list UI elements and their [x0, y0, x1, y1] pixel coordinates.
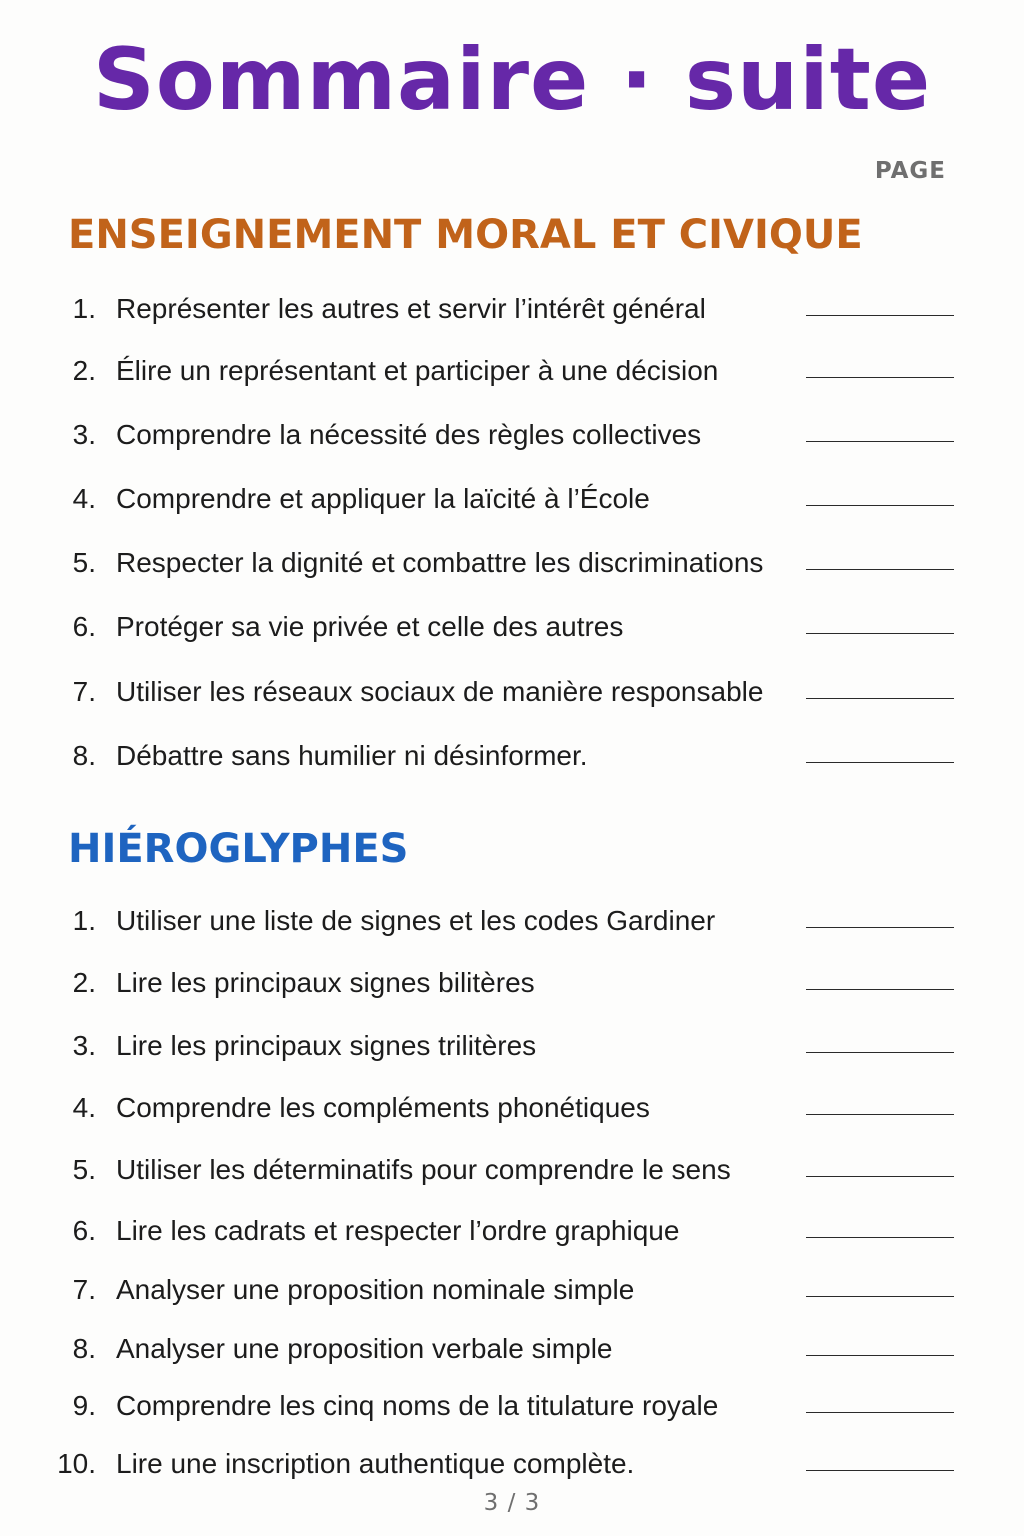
page-number-blank-line [806, 989, 954, 990]
toc-item-label: Comprendre les cinq noms de la titulature royale [116, 1390, 719, 1421]
toc-item-number: 3. [72, 419, 96, 450]
toc-item-label: Lire les principaux signes trilitères [116, 1030, 537, 1061]
toc-item [0, 1150, 1024, 1190]
toc-item-label: Respecter la dignité et combattre les discriminations [116, 547, 764, 578]
page-number-blank-line [806, 1176, 954, 1177]
toc-item-number: 2. [72, 355, 96, 386]
toc-item [0, 479, 1024, 519]
toc-item [0, 1444, 1024, 1484]
toc-item [0, 1329, 1024, 1369]
page-number-blank-line [806, 1412, 954, 1413]
toc-item-number: 8. [72, 740, 96, 771]
toc-item-label: Comprendre la nécessité des règles collectives [116, 419, 702, 450]
toc-item-number: 3. [72, 1030, 96, 1061]
toc-item [0, 672, 1024, 712]
page-number-blank-line [806, 1296, 954, 1297]
toc-item-label: Lire les cadrats et respecter l’ordre graphique [116, 1215, 680, 1246]
toc-item [0, 289, 1024, 329]
page-number-blank-line [806, 1237, 954, 1238]
page-number-blank-line [806, 633, 954, 634]
toc-item [0, 963, 1024, 1003]
toc-item-number: 6. [72, 1215, 96, 1246]
section-title-hieroglyphes: HIÉROGLYPHES [68, 826, 409, 872]
page-indicator: 3 / 3 [483, 1490, 541, 1516]
toc-item [0, 415, 1024, 455]
toc-item-number: 6. [72, 611, 96, 642]
toc-item-label: Lire une inscription authentique complète. [116, 1448, 635, 1479]
toc-item-label: Utiliser les réseaux sociaux de manière responsable [116, 676, 764, 707]
toc-item-number: 2. [72, 967, 96, 998]
toc-item [0, 1211, 1024, 1251]
toc-item-number: 1. [72, 293, 96, 324]
toc-item-label: Utiliser les déterminatifs pour comprendre le sens [116, 1154, 731, 1185]
toc-item [0, 901, 1024, 941]
toc-item-label: Comprendre et appliquer la laïcité à l’École [116, 483, 650, 514]
page-title: Sommaire · suite [92, 30, 932, 130]
toc-item-label: Élire un représentant et participer à une décision [116, 355, 719, 386]
toc-item-label: Analyser une proposition nominale simple [116, 1274, 635, 1305]
page-number-blank-line [806, 762, 954, 763]
toc-item-number: 9. [72, 1390, 96, 1421]
toc-item-number: 5. [72, 547, 96, 578]
toc-item-number: 7. [72, 676, 96, 707]
toc-item-label: Utiliser une liste de signes et les codes Gardiner [116, 905, 716, 936]
toc-item-label: Représenter les autres et servir l’intérêt général [116, 293, 706, 324]
page-number-blank-line [806, 505, 954, 506]
toc-item-number: 8. [72, 1333, 96, 1364]
page-number-blank-line [806, 569, 954, 570]
toc-item-number: 7. [72, 1274, 96, 1305]
page-number-blank-line [806, 698, 954, 699]
toc-item-label: Protéger sa vie privée et celle des autres [116, 611, 624, 642]
toc-item [0, 1026, 1024, 1066]
page-number-blank-line [806, 927, 954, 928]
toc-item [0, 1088, 1024, 1128]
toc-item-number: 1. [72, 905, 96, 936]
toc-item-label: Analyser une proposition verbale simple [116, 1333, 613, 1364]
toc-item [0, 1386, 1024, 1426]
toc-item-number: 10. [57, 1448, 96, 1479]
toc-item [0, 1270, 1024, 1310]
toc-item-label: Comprendre les compléments phonétiques [116, 1092, 650, 1123]
page-number-blank-line [806, 441, 954, 442]
toc-item-label: Lire les principaux signes bilitères [116, 967, 535, 998]
page-number-blank-line [806, 1470, 954, 1471]
toc-item [0, 351, 1024, 391]
toc-item-number: 4. [72, 1092, 96, 1123]
page-number-blank-line [806, 1114, 954, 1115]
toc-item [0, 607, 1024, 647]
toc-item-number: 4. [72, 483, 96, 514]
page-column-label: PAGE [874, 158, 946, 184]
toc-item [0, 543, 1024, 583]
toc-item [0, 736, 1024, 776]
page-number-blank-line [806, 1355, 954, 1356]
toc-item-label: Débattre sans humilier ni désinformer. [116, 740, 588, 771]
page-number-blank-line [806, 315, 954, 316]
section-title-emc: ENSEIGNEMENT MORAL ET CIVIQUE [68, 212, 863, 258]
toc-item-number: 5. [72, 1154, 96, 1185]
page-number-blank-line [806, 1052, 954, 1053]
page-number-blank-line [806, 377, 954, 378]
